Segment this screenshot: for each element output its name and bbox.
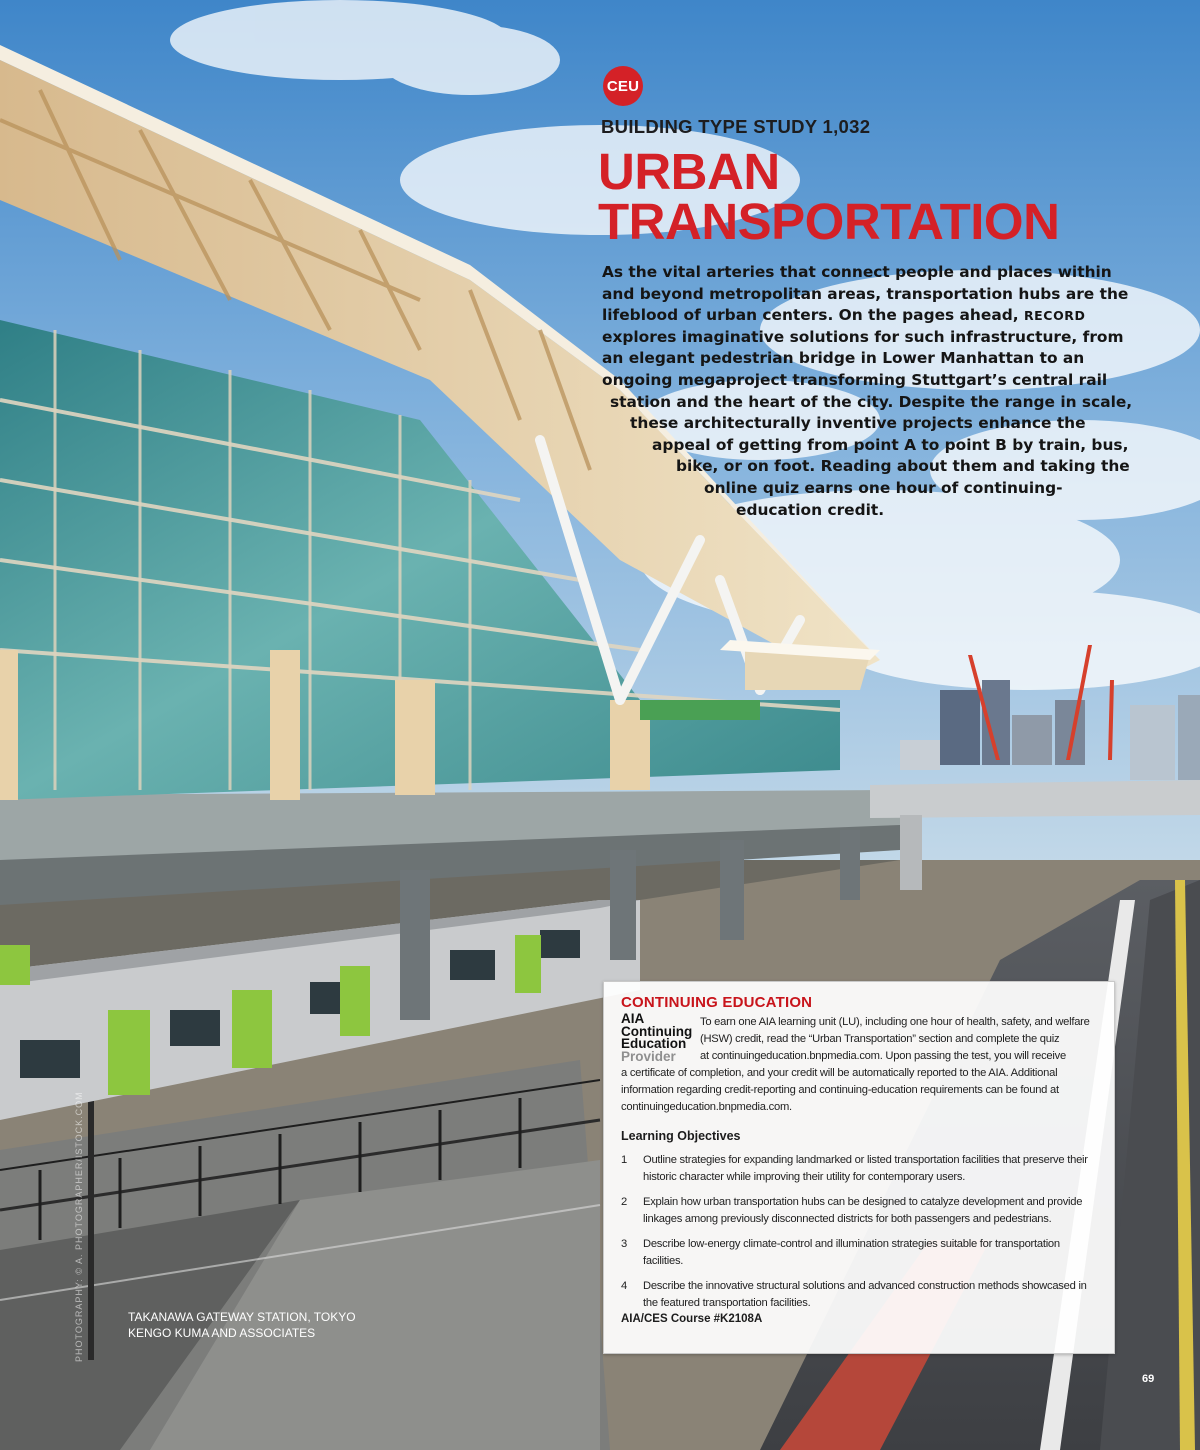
aia-logo-line: Provider [621, 1048, 676, 1064]
deck-line: and beyond metropolitan areas, transportation hubs are the [602, 284, 1129, 303]
objective-number: 4 [621, 1280, 627, 1292]
deck-line [602, 305, 1086, 327]
deck-line: bike, or on foot. Reading about them and taking the [676, 457, 1130, 476]
deck-line: an elegant pedestrian bridge in Lower Manhattan to an [602, 349, 1085, 368]
objective-number: 1 [621, 1154, 627, 1166]
headline-line-1: URBAN [598, 143, 780, 200]
aia-logo-line: Continuing [621, 1023, 693, 1039]
ceu-badge: CEU [603, 66, 643, 106]
deck-line: explores imaginative solutions for such infrastructure, from [602, 327, 1124, 346]
headline-line-2: TRANSPORTATION [598, 193, 1060, 250]
page-number: 69 [1142, 1373, 1155, 1385]
kicker: BUILDING TYPE STUDY 1,032 [601, 116, 871, 137]
photo-caption [128, 1309, 356, 1341]
deck-text: lifeblood of urban centers. On the pages ahead, [602, 306, 1024, 325]
deck-line: appeal of getting from point A to point B by train, bus, [652, 435, 1129, 454]
ce-quiz-link[interactable]: continuingeducation.bnpmedia.com. [621, 1101, 792, 1113]
headline [598, 143, 1158, 250]
objective-text: Explain how urban transportation hubs can be designed to catalyze development and provide linkages among previously disconnected districts for both passengers and pedestrians. [643, 1196, 1083, 1225]
deck-line: ongoing megaproject transforming Stuttgart’s central rail [602, 371, 1108, 389]
objective-text: Describe the innovative structural solutions and advanced construction methods showcased in the featured transportation facilities. [643, 1280, 1087, 1309]
objective-text: Describe low-energy climate-control and illumination strategies suitable for transportation facilities. [643, 1238, 1060, 1267]
photo-credit: PHOTOGRAPHY: © A. PHOTOGRAPHER/ISTOCK.COM [74, 1091, 84, 1362]
objective-text: Outline strategies for expanding landmarked or listed transportation facilities that preserve their historic character while improving their utility for contemporary users. [643, 1154, 1088, 1183]
ce-body-line: information regarding credit-reporting and continuing-education requirements can be found at [621, 1084, 1059, 1096]
caption-line: TAKANAWA GATEWAY STATION, TOKYO [128, 1310, 356, 1324]
ce-body-line: at continuingeducation.bnpmedia.com. Upon passing the test, you will receive [700, 1050, 1066, 1062]
deck-line: online quiz earns one hour of continuing- [704, 479, 1063, 497]
ce-body-line: To earn one AIA learning unit (LU), including one hour of health, safety, and welfare [700, 1016, 1090, 1028]
deck-line: education credit. [736, 500, 885, 519]
record-smallcaps: RECORD [1023, 308, 1086, 324]
ce-body-line: a certificate of completion, and your credit will be automatically reported to the AIA. Additional [621, 1067, 1058, 1079]
objective-number: 3 [621, 1238, 627, 1250]
deck-line: As the vital arteries that connect people and places within [602, 263, 1112, 281]
ce-body-line: (HSW) credit, read the “Urban Transportation” section and complete the quiz [700, 1033, 1060, 1045]
deck-line: station and the heart of the city. Despite the range in scale, [610, 392, 1133, 411]
course-number: AIA/CES Course #K2108A [621, 1313, 763, 1325]
aia-logo-line: AIA [621, 1011, 645, 1026]
deck-line: these architecturally inventive projects enhance the [630, 414, 1086, 433]
ce-title: CONTINUING EDUCATION [621, 994, 813, 1011]
aia-logo-line: Education [621, 1036, 687, 1051]
aia-ces-logo [621, 1013, 696, 1063]
learning-objectives-title: Learning Objectives [621, 1129, 741, 1143]
continuing-education-box [603, 981, 1115, 1354]
caption-line: KENGO KUMA AND ASSOCIATES [128, 1326, 316, 1340]
objective-number: 2 [621, 1196, 627, 1208]
